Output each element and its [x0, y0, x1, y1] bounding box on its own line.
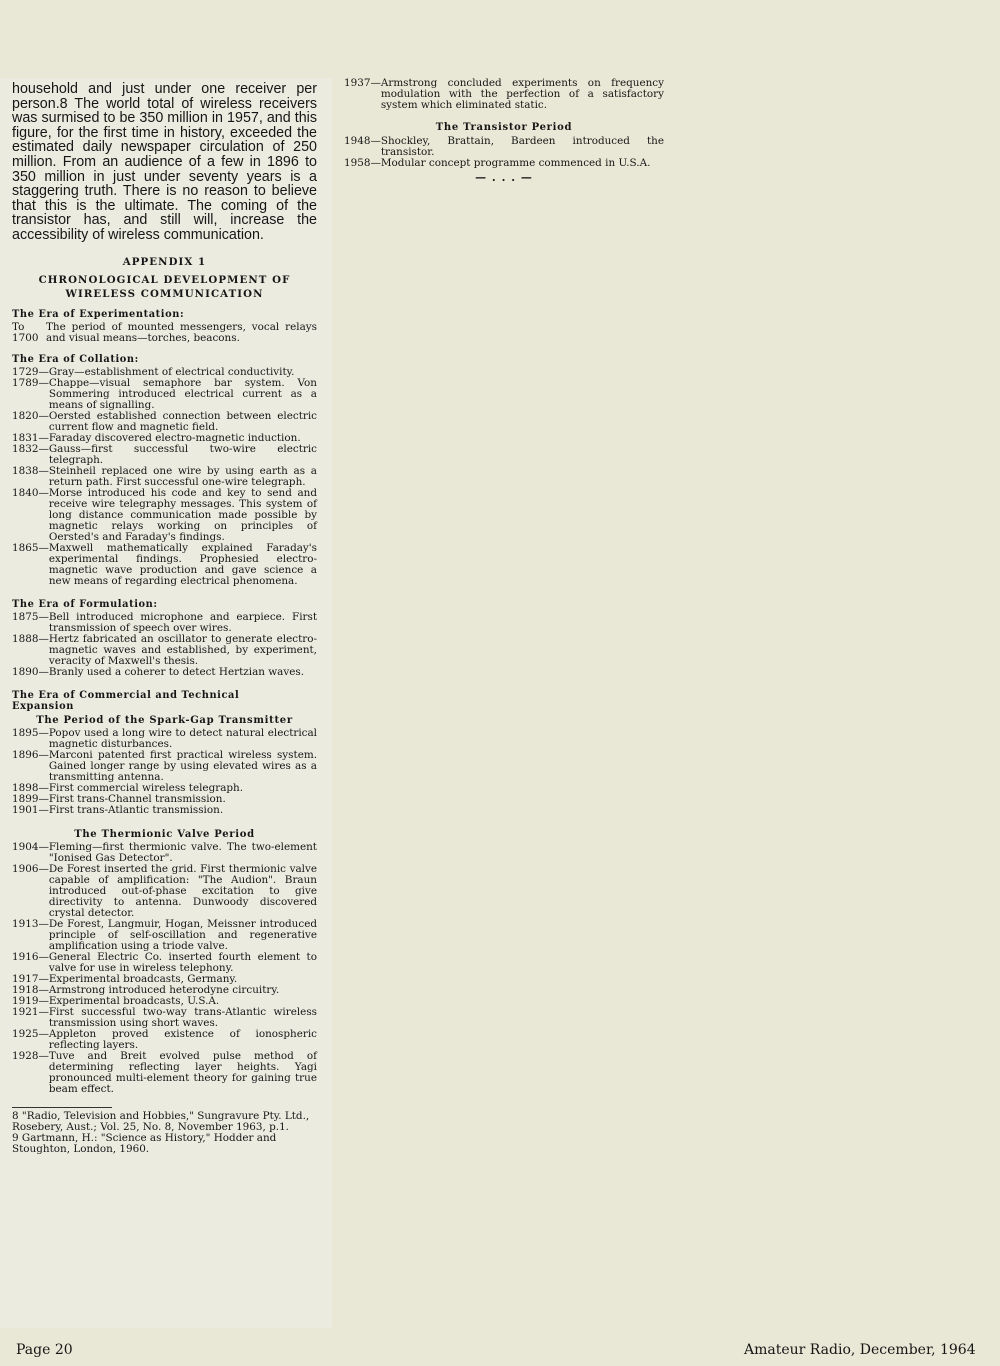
footnote-8: 8 "Radio, Television and Hobbies," Sungravure Pty. Ltd., Rosebery, Aust.; Vol. 25, No. 8, November 1963, p.1. [12, 1109, 310, 1133]
entry-text: De Forest inserted the grid. First thermionic valve capable of amplification: "The Audion". Braun introduced out-of-phase excitation to give directivity to antenna. Dunwoody discovered crystal detector. [48, 862, 317, 919]
entry-year: 1890— [12, 665, 49, 678]
timeline-entry [12, 794, 317, 805]
entry-year: 1917— [12, 972, 49, 985]
timeline-entry [12, 1029, 317, 1051]
entry-text: Appleton proved existence of ionospheric reflecting layers. [48, 1027, 317, 1051]
timeline-entry [12, 411, 317, 433]
entry-year: 1958— [344, 157, 381, 169]
to-year: 1700 [12, 331, 39, 344]
footnote-9: 9 Gartmann, H.: "Science as History," Hodder and Stoughton, London, 1960. [12, 1131, 277, 1155]
timeline-entry [12, 750, 317, 783]
entry-text: Gray—establishment of electrical conductivity. [48, 365, 295, 378]
entry-text: Armstrong introduced heterodyne circuitry. [48, 983, 280, 996]
formulation-entries [12, 612, 317, 678]
timeline-entry [12, 919, 317, 952]
to-year-label [12, 322, 46, 344]
timeline-entry [12, 728, 317, 750]
entry-text: Steinheil replaced one wire by using earth as a return path. First successful one-wire telegraph. [48, 464, 317, 488]
era-commercial-heading-line2: Expansion [12, 700, 74, 712]
entry-text: Faraday discovered electro-magnetic induction. [48, 431, 301, 444]
timeline-entry-1937 [344, 78, 664, 111]
entry-text: Tuve and Breit evolved pulse method of determining reflecting layer heights. Yagi pronounced multi-element theory for gaining true beam effect. [48, 1049, 317, 1095]
entry-text: Shockley, Brattain, Bardeen introduced the transistor. [380, 135, 664, 158]
entry-year: 1937— [344, 77, 381, 89]
entry-year: 1899— [12, 792, 49, 805]
timeline-entry [12, 783, 317, 794]
entry-text: Branly used a coherer to detect Hertzian waves. [48, 665, 304, 678]
entry-year: 1916— [12, 950, 49, 963]
journal-footer: Amateur Radio, December, 1964 [744, 1342, 976, 1358]
spark-gap-entries [12, 728, 317, 816]
entry-text: Popov used a long wire to detect natural electrical magnetic disturbances. [48, 726, 317, 750]
timeline-entry [12, 805, 317, 816]
entry-text: First trans-Channel transmission. [48, 792, 226, 805]
entry-text: Bell introduced microphone and earpiece. First transmission of speech over wires. [48, 610, 317, 634]
entry-text: First commercial wireless telegraph. [48, 781, 244, 794]
entry-text: Maxwell mathematically explained Faraday's experimental findings. Prophesied electro-magnetic wave production and gave science a new means of regarding electrical phenomena. [48, 541, 317, 587]
timeline-entry [12, 952, 317, 974]
timeline-entry [12, 864, 317, 919]
timeline-entry [12, 367, 317, 378]
transistor-period-heading: The Transistor Period [435, 122, 573, 133]
timeline-entry [344, 158, 664, 169]
entry-year: 1832— [12, 442, 49, 455]
entry-year: 1928— [12, 1049, 49, 1062]
timeline-entry [12, 488, 317, 543]
entry-year: 1840— [12, 486, 49, 499]
timeline-entry [12, 985, 317, 996]
entry-year: 1831— [12, 431, 49, 444]
appendix-title-line1: CHRONOLOGICAL DEVELOPMENT OF [38, 273, 291, 286]
end-mark: — . . . — [475, 171, 533, 184]
entry-text: Morse introduced his code and key to send and receive wire telegraphy messages. This system of long distance communication made possible by magnetic relays working on principles of Oersted's and Faraday's findings. [48, 486, 317, 543]
to-1700-text: The period of mounted messengers, vocal relays and visual means—torches, beacons. [46, 320, 317, 344]
entry-text: Modular concept programme commenced in U.S.A. [380, 157, 651, 169]
timeline-entry [12, 466, 317, 488]
entry-year: 1925— [12, 1027, 49, 1040]
timeline-entry [12, 996, 317, 1007]
right-column [344, 78, 664, 184]
entry-year: 1901— [12, 803, 49, 816]
appendix-heading: APPENDIX 1 [122, 255, 207, 268]
entry-year: 1898— [12, 781, 49, 794]
to-1700-entry [12, 322, 317, 344]
to-label: To [12, 320, 25, 333]
entry-year: 1865— [12, 541, 49, 554]
entry-text: Hertz fabricated an oscillator to generate electro-magnetic waves and established, by experiment, veracity of Maxwell's thesis. [48, 632, 317, 667]
entry-text: Fleming—first thermionic valve. The two-element "Ionised Gas Detector". [48, 840, 317, 864]
timeline-entry [12, 1051, 317, 1095]
entry-year: 1789— [12, 376, 49, 389]
transistor-entries [344, 136, 664, 169]
entry-text: Gauss—first successful two-wire electric telegraph. [48, 442, 317, 466]
entry-year: 1906— [12, 862, 49, 875]
timeline-entry [12, 842, 317, 864]
entry-year: 1838— [12, 464, 49, 477]
collation-entries [12, 367, 317, 587]
timeline-entry [12, 612, 317, 634]
intro-paragraph: household and just under one receiver per person.8 The world total of wireless receivers was surmised to be 350 million in 1957, and this figure, for the first time in history, exceeded the estimated daily newspaper circulation of 250 million. From an audience of a few in 1896 to 350 million in just under seventy years is a staggering truth. There is no reason to believe that this is the ultimate. The coming of the transistor has, and still will, increase the accessibility of wireless communication. [12, 81, 317, 243]
entry-text: First trans-Atlantic transmission. [48, 803, 224, 816]
entry-text: Experimental broadcasts, U.S.A. [48, 994, 220, 1007]
entry-year: 1904— [12, 840, 49, 853]
entry-year: 1919— [12, 994, 49, 1007]
entry-text: Experimental broadcasts, Germany. [48, 972, 238, 985]
left-column-content [12, 82, 317, 1155]
timeline-entry [12, 974, 317, 985]
timeline-entry [12, 444, 317, 466]
era-collation-heading: The Era of Collation: [12, 353, 139, 365]
entry-text: Marconi patented first practical wireless system. Gained longer range by using elevated wires as a transmitting antenna. [48, 748, 317, 783]
era-formulation-heading: The Era of Formulation: [12, 598, 158, 610]
timeline-entry [12, 543, 317, 587]
timeline-entry [12, 433, 317, 444]
entry-year: 1895— [12, 726, 49, 739]
entry-year: 1921— [12, 1005, 49, 1018]
timeline-entry [12, 667, 317, 678]
entry-text: General Electric Co. inserted fourth element to valve for use in wireless telephony. [48, 950, 317, 974]
thermionic-valve-heading: The Thermionic Valve Period [74, 828, 255, 840]
era-experimentation-heading: The Era of Experimentation: [12, 308, 185, 320]
appendix-title-line2: WIRELESS COMMUNICATION [65, 287, 264, 300]
valve-entries [12, 842, 317, 1095]
timeline-entry [12, 1007, 317, 1029]
entry-year: 1888— [12, 632, 49, 645]
entry-text: First successful two-way trans-Atlantic wireless transmission using short waves. [48, 1005, 317, 1029]
entry-year: 1820— [12, 409, 49, 422]
era-commercial-heading-line1: The Era of Commercial and Technical [12, 689, 240, 701]
timeline-entry [344, 136, 664, 158]
entry-year: 1729— [12, 365, 49, 378]
timeline-entry [12, 634, 317, 667]
entry-text: Chappe—visual semaphore bar system. Von Sommering introduced electrical current as a means of signalling. [48, 376, 317, 411]
footnote-divider [12, 1107, 112, 1108]
entry-text: Oersted established connection between electric current flow and magnetic field. [48, 409, 317, 433]
entry-year: 1918— [12, 983, 49, 996]
page-number: Page 20 [16, 1342, 73, 1358]
timeline-entry [12, 378, 317, 411]
entry-text: De Forest, Langmuir, Hogan, Meissner introduced principle of self-oscillation and regenerative amplification using a triode valve. [48, 917, 317, 952]
entry-year: 1875— [12, 610, 49, 623]
spark-gap-heading: The Period of the Spark-Gap Transmitter [36, 714, 293, 726]
entry-year: 1948— [344, 135, 381, 147]
entry-text: Armstrong concluded experiments on frequency modulation with the perfection of a satisfactory system which eliminated static. [380, 77, 664, 111]
left-column [0, 78, 332, 1328]
entry-year: 1913— [12, 917, 49, 930]
entry-year: 1896— [12, 748, 49, 761]
